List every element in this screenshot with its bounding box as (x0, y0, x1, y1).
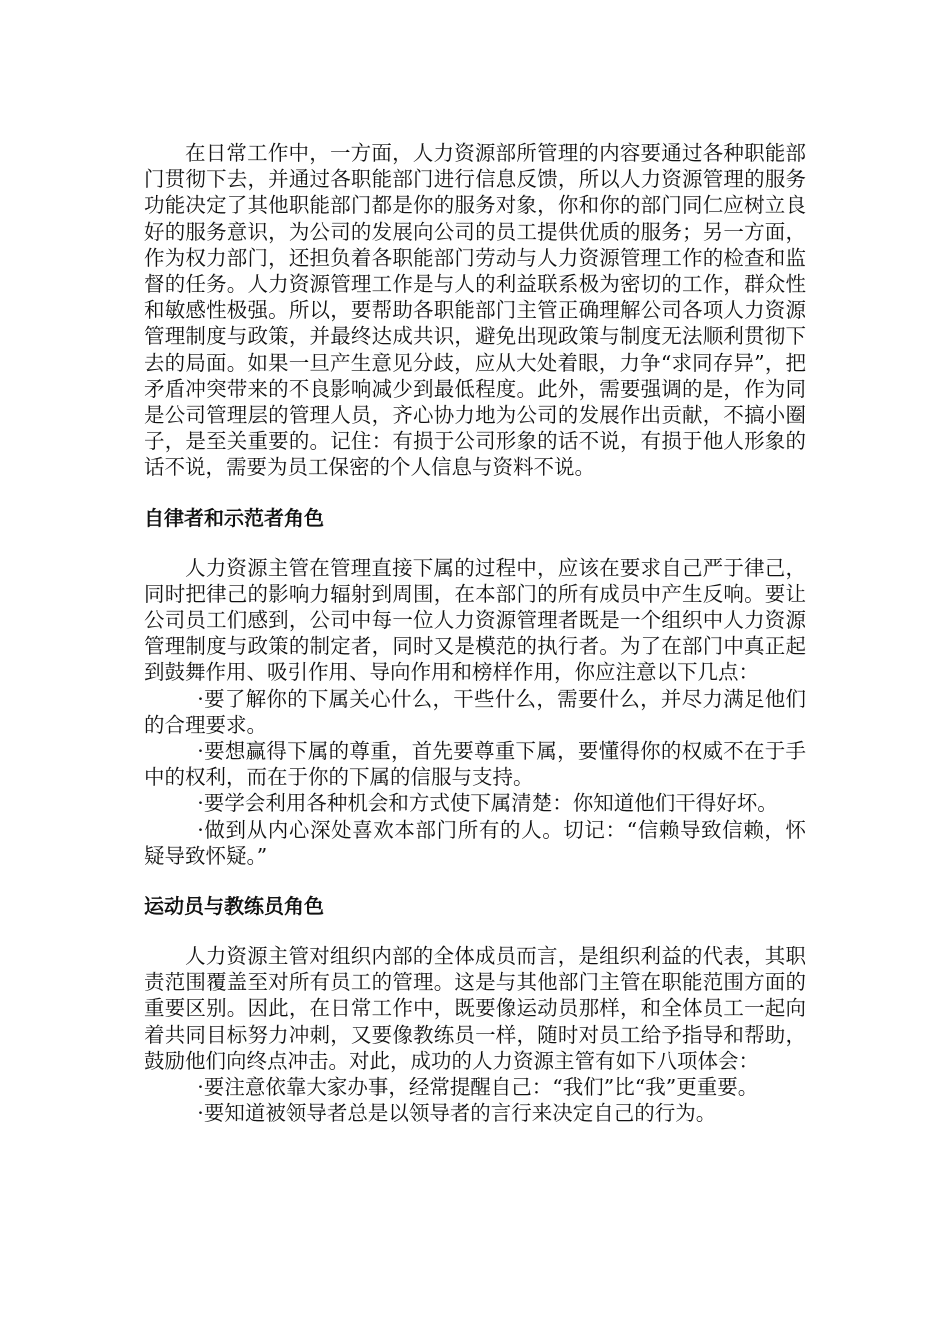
bullet-item: ·要知道被领导者总是以领导者的言行来决定自己的行为。 (197, 1101, 717, 1126)
intro-paragraph: 在日常工作中，一方面，人力资源部所管理的内容要通过各种职能部门贯彻下去，并通过各职能部门进行信息反馈，所以人力资源管理的服务功能决定了其他职能部门都是你的服务对象，你和你的部门同仁应树立良好的服务意识，为公司的发展向公司的员工提供优质的服务；另一方面，作为权力部门，还担负着各职能部门劳动与人力资源管理工作的检查和监督的任务。人力资源管理工作是与人的利益联系极为密切的工作，群众性和敏感性极强。所以，要帮助各职能部门主管正确理解公司各项人力资源管理制度与政策，并最终达成共识，避免出现政策与制度无法顺利贯彻下去的局面。如果一旦产生意见分歧，应从大处着眼，力争“求同存异”，把矛盾冲突带来的不良影响减少到最低程度。此外，需要强调的是，作为同是公司管理层的管理人员，齐心协力地为公司的发展作出贡献，不搞小圈子，是至关重要的。记住：有损于公司形象的话不说，有损于他人形象的话不说，需要为员工保密的个人信息与资料不说。 (144, 141, 806, 480)
bullet-item: ·做到从内心深处喜欢本部门所有的人。切记：“信赖导致信赖，怀疑导致怀疑。” (144, 817, 806, 868)
spacer (144, 919, 806, 943)
heading-self-discipline: 自律者和示范者角色 (144, 505, 324, 530)
athlete-coach-paragraph: 人力资源主管对组织内部的全体成员而言，是组织利益的代表，其职责范围覆盖至对所有员工的管理。这是与其他部门主管在职能范围方面的重要区别。因此，在日常工作中，既要像运动员那样，和全体员工一起向着共同目标努力冲刺，又要像教练员一样，随时对员工给予指导和帮助，鼓励他们向终点冲击。对此，成功的人力资源主管有如下八项体会： (144, 944, 806, 1073)
bullet-item: ·要了解你的下属关心什么，干些什么，需要什么，并尽力满足他们的合理要求。 (144, 686, 806, 737)
spacer (144, 481, 806, 505)
bullet-item: ·要注意依靠大家办事，经常提醒自己：“我们”比“我”更重要。 (197, 1075, 759, 1100)
spacer (144, 531, 806, 555)
document-page (144, 140, 806, 1127)
spacer (144, 869, 806, 893)
bullet-item: ·要学会利用各种机会和方式使下属清楚：你知道他们干得好坏。 (197, 791, 778, 816)
bullet-item: ·要想赢得下属的尊重，首先要尊重下属，要懂得你的权威不在于手中的权利，而在于你的下属的信服与支持。 (144, 739, 806, 790)
heading-athlete-coach: 运动员与教练员角色 (144, 894, 324, 919)
self-discipline-paragraph: 人力资源主管在管理直接下属的过程中，应该在要求自己严于律己，同时把律己的影响力辐射到周围，在本部门的所有成员中产生反响。要让公司员工们感到，公司中每一位人力资源管理者既是一个组织中人力资源管理制度与政策的制定者，同时又是模范的执行者。为了在部门中真正起到鼓舞作用、吸引作用、导向作用和榜样作用，你应注意以下几点： (144, 555, 806, 685)
